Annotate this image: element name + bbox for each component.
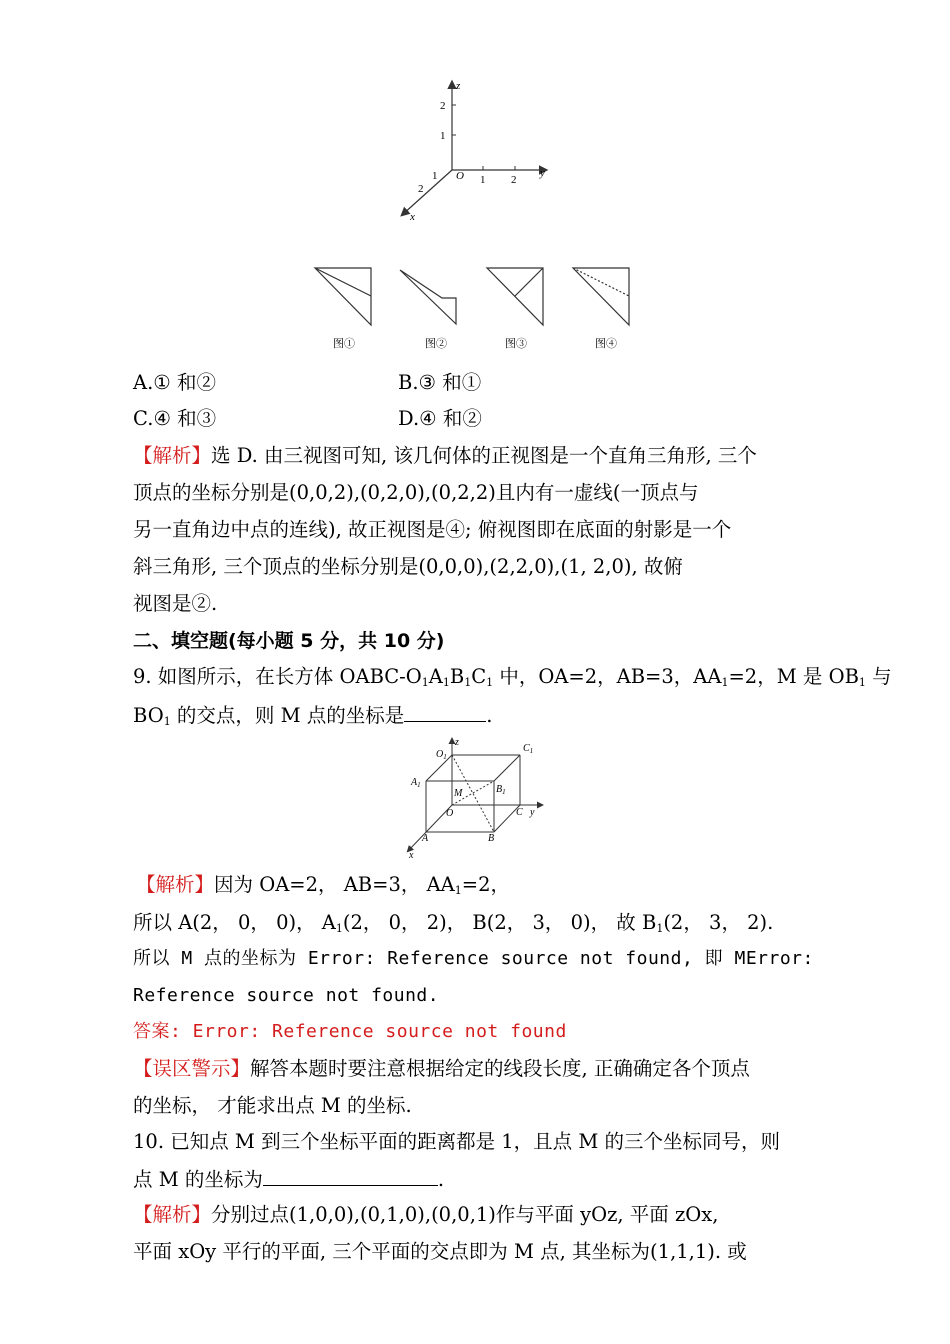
z-tick-2: 2 bbox=[440, 100, 446, 112]
q9-warning-line-1: 【误区警示】解答本题时要注意根据给定的线段长度, 正确确定各个顶点 bbox=[133, 1057, 750, 1080]
view-4 bbox=[573, 268, 629, 325]
cuboid-figure bbox=[400, 735, 550, 860]
q9-answer-blank bbox=[404, 703, 486, 722]
view-caption-3: 图③ bbox=[505, 338, 527, 350]
q9-analysis-line-3: 所以 M 点的坐标为 Error: Reference source not found, 即 MError: bbox=[133, 948, 814, 969]
section-heading: 二、填空题(每小题 5 分，共 10 分) bbox=[133, 630, 445, 652]
view-caption-2: 图② bbox=[425, 338, 447, 350]
label-a1: $A_1$ bbox=[411, 777, 421, 789]
views-figure bbox=[305, 262, 640, 352]
q9-analysis-line-4: Reference source not found. bbox=[133, 985, 440, 1006]
q10-answer-blank bbox=[263, 1167, 438, 1186]
label-a: A bbox=[422, 833, 429, 844]
q10-analysis-line-1: 【解析】分别过点(1,0,0),(0,1,0),(0,0,1)作与平面 yOz, 平面 zOx, bbox=[133, 1203, 719, 1226]
q10-analysis-line-2: 平面 xOy 平行的平面, 三个平面的交点即为 M 点, 其坐标为(1,1,1). 或 bbox=[133, 1240, 747, 1263]
label-o1: $O_1$ bbox=[436, 749, 447, 761]
option-c: C.④ 和③ bbox=[133, 407, 217, 430]
q8-analysis-line-2: 顶点的坐标分别是(0,0,2),(0,2,0),(0,2,2)且内有一虚线(一顶点与 bbox=[133, 481, 699, 504]
q8-analysis-line-5: 视图是②. bbox=[133, 592, 218, 615]
warning-tag: 【误区警示】 bbox=[133, 1057, 251, 1080]
label-c1: $C_1$ bbox=[523, 743, 534, 755]
option-d: D.④ 和② bbox=[398, 407, 482, 430]
analysis-tag: 【解析】 bbox=[133, 1203, 212, 1226]
q8-analysis-line-3: 另一直角边中点的连线), 故正视图是④; 俯视图即在底面的射影是一个 bbox=[133, 518, 732, 541]
option-b: B.③ 和① bbox=[398, 371, 482, 394]
svg-text:z: z bbox=[455, 737, 459, 748]
z-tick-1: 1 bbox=[440, 130, 446, 142]
q8-analysis-line-1: 【解析】选 D. 由三视图可知, 该几何体的正视图是一个直角三角形, 三个 bbox=[133, 444, 757, 467]
y-axis-label: y bbox=[540, 167, 545, 179]
x-axis-label: x bbox=[410, 211, 415, 223]
q9-analysis-line-1: 【解析】因为 OA=2， AB=3， $AA_1=2$， bbox=[136, 873, 510, 897]
label-y: y bbox=[530, 807, 535, 818]
view-1 bbox=[315, 268, 371, 325]
q9-answer: 答案: Error: Reference source not found bbox=[133, 1021, 567, 1042]
origin-label: O bbox=[456, 170, 464, 182]
x-axis bbox=[402, 170, 452, 215]
y-tick-1: 1 bbox=[480, 174, 486, 186]
y-tick-2: 2 bbox=[511, 174, 517, 186]
coordinate-axes-figure bbox=[390, 78, 560, 228]
x-tick-2: 2 bbox=[418, 183, 424, 195]
q9-line-1: 9. 如图所示，在长方体 OABC-$O_1A_1B_1C_1$ 中，OA=2，AB=3，$AA_1=2$，M 是 $OB_1$ 与 bbox=[133, 665, 892, 689]
view-2 bbox=[400, 270, 456, 324]
label-x: x bbox=[409, 850, 414, 860]
view-caption-4: 图④ bbox=[595, 338, 617, 350]
q9-line-2: $BO_1$ 的交点，则 M 点的坐标是 . bbox=[133, 704, 493, 728]
z-axis-label: z bbox=[456, 80, 461, 92]
label-b1: $B_1$ bbox=[496, 784, 506, 796]
q10-line-1: 10. 已知点 M 到三个坐标平面的距离都是 1，且点 M 的三个坐标同号，则 bbox=[133, 1130, 781, 1153]
q8-analysis-line-4: 斜三角形, 三个顶点的坐标分别是(0,0,0),(2,2,0),(1, 2,0), 故俯 bbox=[133, 555, 683, 578]
view-3 bbox=[487, 268, 543, 325]
label-m: M bbox=[454, 788, 463, 799]
x-tick-1: 1 bbox=[432, 170, 438, 182]
q9-analysis-line-2: 所以 A(2， 0， 0)， $A_1(2$， 0， 2)， B(2， 3， 0)， 故 $B_1(2$， 3， 2). bbox=[133, 911, 774, 935]
label-c: C bbox=[516, 807, 523, 818]
q10-line-2: 点 M 的坐标为 . bbox=[133, 1168, 445, 1191]
view-caption-1: 图① bbox=[333, 338, 355, 350]
label-o: O bbox=[446, 808, 454, 819]
analysis-tag: 【解析】 bbox=[133, 444, 212, 467]
label-b: B bbox=[488, 833, 495, 844]
q9-warning-line-2: 的坐标， 才能求出点 M 的坐标. bbox=[133, 1094, 412, 1117]
option-a: A.① 和② bbox=[133, 371, 216, 394]
analysis-tag: 【解析】 bbox=[136, 873, 215, 896]
